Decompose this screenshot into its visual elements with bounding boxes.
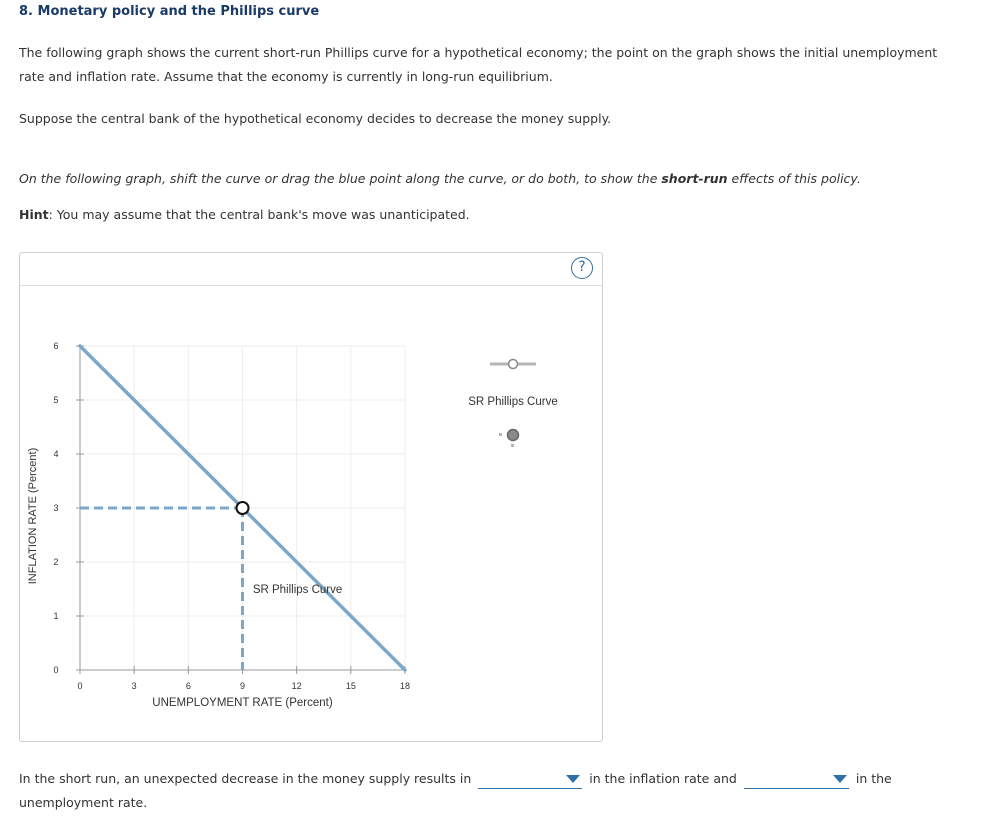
- y-tick-label: 3: [53, 503, 59, 513]
- instruction-text: [19, 167, 861, 191]
- instruction-pre: On the following graph, shift the curve or drag the blue point along the curve, or do both, to show the: [19, 171, 662, 186]
- x-tick-label: 12: [291, 681, 302, 691]
- x-tick-label: 6: [185, 681, 191, 691]
- y-axis-label: INFLATION RATE (Percent): [27, 447, 39, 585]
- y-tick-label: 4: [53, 449, 59, 459]
- legend-curve-label: SR Phillips Curve: [468, 396, 558, 408]
- y-tick-label: 5: [53, 395, 59, 405]
- phillips-chart[interactable]: [20, 253, 604, 743]
- equilibrium-point[interactable]: [237, 502, 249, 514]
- point-tool-icon[interactable]: [508, 430, 519, 441]
- unemployment-change-dropdown[interactable]: [744, 770, 849, 789]
- dropdown-arrow-icon: [833, 775, 847, 783]
- hint-label: Hint: [19, 207, 49, 222]
- instruction-bold: short-run: [661, 171, 728, 186]
- y-tick-label: 2: [53, 557, 59, 567]
- help-button[interactable]: ?: [571, 257, 593, 279]
- answer-text-3: in the unemployment rate.: [19, 771, 892, 810]
- inflation-change-dropdown[interactable]: [478, 770, 582, 789]
- hint-text: [19, 203, 470, 227]
- intro-text: The following graph shows the current short-run Phillips curve for a hypothetical economy; the point on the graph shows the initial unemployment rate and inflation rate. Assume that the economy is currently in long-run equilibrium.: [19, 45, 938, 84]
- point-tool-dot-icon: [511, 444, 514, 447]
- x-axis-label: UNEMPLOYMENT RATE (Percent): [152, 697, 333, 709]
- dropdown-arrow-icon: [566, 775, 580, 783]
- answer-text-1: In the short run, an unexpected decrease in the money supply results in: [19, 771, 472, 786]
- y-tick-label: 0: [53, 665, 59, 675]
- curve-label: SR Phillips Curve: [252, 584, 343, 596]
- x-tick-label: 18: [399, 681, 411, 691]
- y-tick-label: 6: [53, 341, 59, 351]
- x-tick-label: 0: [77, 681, 83, 691]
- question-title: 8. Monetary policy and the Phillips curve: [19, 4, 320, 19]
- answer-sentence: [19, 767, 899, 815]
- x-tick-label: 15: [345, 681, 356, 691]
- graph-panel: [19, 252, 603, 742]
- point-tool-dot-icon: [499, 433, 502, 436]
- answer-text-2: in the inflation rate and: [589, 771, 737, 786]
- hint-body: : You may assume that the central bank's move was unanticipated.: [48, 207, 470, 222]
- x-tick-label: 3: [131, 681, 137, 691]
- y-tick-label: 1: [53, 611, 59, 621]
- instruction-post: effects of this policy.: [727, 171, 861, 186]
- curve-tool-handle-icon[interactable]: [509, 360, 518, 369]
- scenario-text: Suppose the central bank of the hypothetical economy decides to decrease the money supply.: [19, 111, 612, 126]
- x-tick-label: 9: [239, 681, 246, 691]
